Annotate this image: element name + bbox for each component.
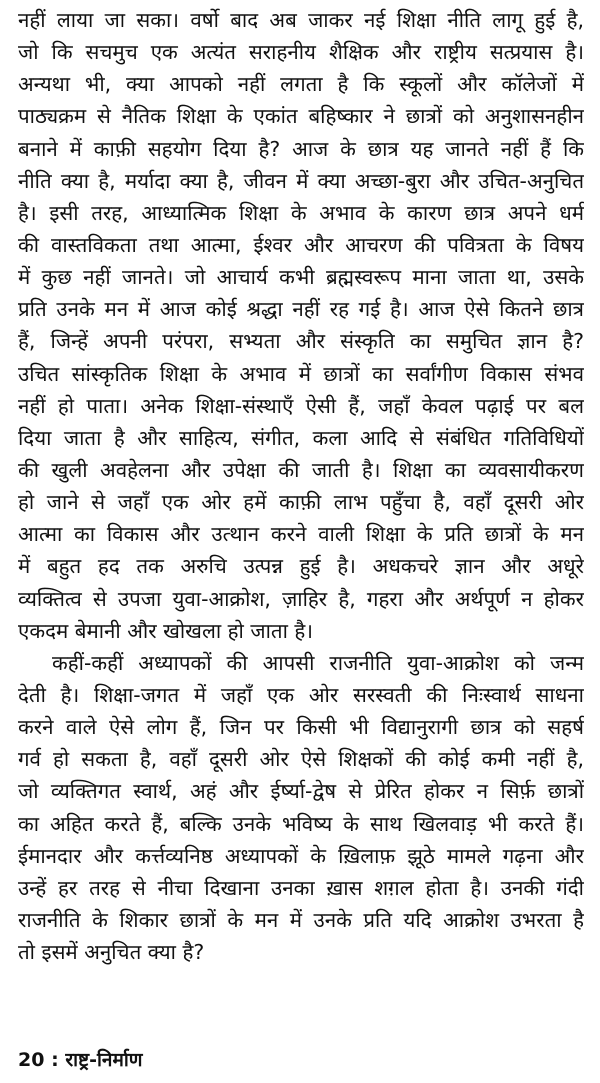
text-line: बनाने में काफ़ी सहयोग दिया है? आज के छात्र यह जानते नहीं हैं कि [18, 136, 584, 161]
text-line: दिया जाता है और साहित्य, संगीत, कला आदि से संबंधित गतिविधियों [18, 425, 584, 450]
text-line: तो इसमें अनुचित क्या है? [18, 940, 205, 965]
text-line: की वास्तविकता तथा आत्मा, ईश्वर और आचरण की पवित्रता के विषय [18, 232, 584, 257]
paragraph-2 [18, 647, 584, 968]
text-line: गर्व हो सकता है, वहाँ दूसरी ओर ऐसे शिक्षकों की कोई कमी नहीं है, [18, 747, 584, 772]
book-title: राष्ट्र-निर्माण [65, 1049, 143, 1071]
text-line: है। इसी तरह, आध्यात्मिक शिक्षा के अभाव के कारण छात्र अपने धर्म [18, 200, 584, 225]
text-line: एकदम बेमानी और खोखला हो जाता है। [18, 618, 314, 643]
text-line: आत्मा का विकास और उत्थान करने वाली शिक्षा के प्रति छात्रों के मन [18, 522, 584, 547]
page-number: 20 [18, 1049, 45, 1071]
text-line: उन्हें हर तरह से नीचा दिखाना उनका ख़ास शग़ल होता है। उनकी गंदी [18, 875, 584, 900]
text-line: देती है। शिक्षा-जगत में जहाँ एक ओर सरस्वती की निःस्वार्थ साधना [18, 682, 584, 707]
text-line: जो कि सचमुच एक अत्यंत सराहनीय शैक्षिक और राष्ट्रीय सत्प्रयास है। [18, 40, 584, 65]
text-line: की खुली अवहेलना और उपेक्षा की जाती है। शिक्षा का व्यवसायीकरण [18, 457, 584, 482]
page-footer [18, 1046, 142, 1072]
text-line: उचित सांस्कृतिक शिक्षा के अभाव में छात्रों का सर्वांगीण विकास संभव [18, 361, 584, 386]
text-line: हो जाने से जहाँ एक ओर हमें काफ़ी लाभ पहुँचा है, वहाँ दूसरी ओर [18, 490, 584, 515]
text-line: व्यक्तित्व से उपजा युवा-आक्रोश, ज़ाहिर है, गहरा और अर्थपूर्ण न होकर [18, 586, 584, 611]
text-line: प्रति उनके मन में आज कोई श्रद्धा नहीं रह गई है। आज ऐसे कितने छात्र [18, 297, 584, 322]
text-line: नहीं लाया जा सका। वर्षो बाद अब जाकर नई शिक्षा नीति लागू हुई है, [18, 8, 584, 32]
text-line: नीति क्या है, मर्यादा क्या है, जीवन में क्या अच्छा-बुरा और उचित-अनुचित [18, 168, 584, 193]
text-line: राजनीति के शिकार छात्रों के मन में उनके प्रति यदि आक्रोश उभरता है [18, 907, 584, 932]
page-body [18, 4, 584, 968]
text-line: अन्यथा भी, क्या आपको नहीं लगता है कि स्कूलों और कॉलेजों में [18, 72, 584, 97]
text-line: में बहुत हद तक अरुचि उत्पन्न हुई है। अधकचरे ज्ञान और अधूरे [18, 554, 584, 579]
text-line: हैं, जिन्हें अपनी परंपरा, सभ्यता और संस्कृति का समुचित ज्ञान है? [18, 329, 584, 354]
text-line: का अहित करते हैं, बल्कि उनके भविष्य के साथ खिलवाड़ भी करते हैं। [18, 811, 584, 836]
footer-separator: : [51, 1049, 59, 1071]
text-line: कहीं-कहीं अध्यापकों की आपसी राजनीति युवा-आक्रोश को जन्म [52, 650, 584, 675]
paragraph-1 [18, 4, 584, 647]
text-line: ईमानदार और कर्त्तव्यनिष्ठ अध्यापकों के ख़िलाफ़ झूठे मामले गढ़ना और [18, 843, 584, 868]
text-line: नहीं हो पाता। अनेक शिक्षा-संस्थाएँ ऐसी हैं, जहाँ केवल पढ़ाई पर बल [18, 393, 584, 418]
text-line: जो व्यक्तिगत स्वार्थ, अहं और ईर्ष्या-द्वेष से प्रेरित होकर न सिर्फ़ छात्रों [18, 779, 584, 804]
text-line: पाठ्यक्रम से नैतिक शिक्षा के एकांत बहिष्कार ने छात्रों को अनुशासनहीन [18, 104, 584, 129]
text-line: करने वाले ऐसे लोग हैं, जिन पर किसी भी विद्यानुरागी छात्र को सहर्ष [18, 715, 584, 740]
text-line: में कुछ नहीं जानते। जो आचार्य कभी ब्रह्मस्वरूप माना जाता था, उसके [18, 265, 584, 290]
